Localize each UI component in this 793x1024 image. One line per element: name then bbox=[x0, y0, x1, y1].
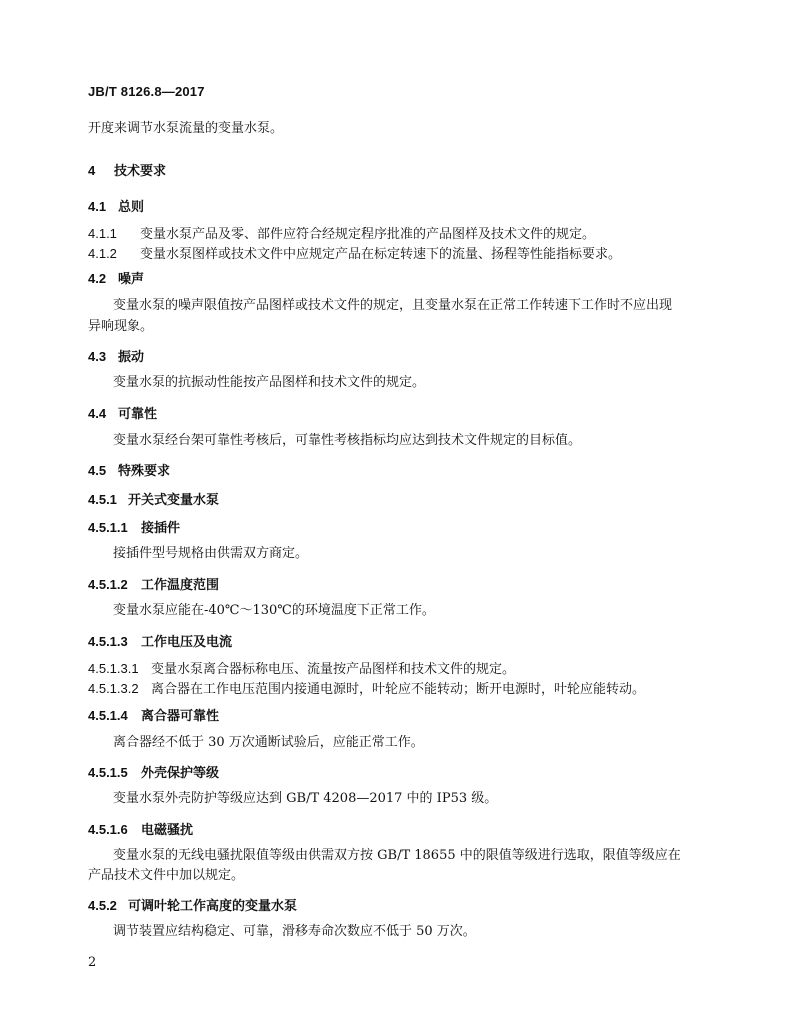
clause-4-5-1-3-1-number: 4.5.1.3.1 bbox=[88, 661, 139, 676]
clause-4-1-2 bbox=[88, 243, 621, 262]
clause-4-5-1-3-1 bbox=[88, 658, 515, 677]
clause-4-1-2-text: 变量水泵图样或技术文件中应规定产品在标定转速下的流量、扬程等性能指标要求。 bbox=[140, 247, 622, 262]
continued-text: 开度来调节水泵流量的变量水泵。 bbox=[88, 121, 284, 136]
heading-4-2-number: 4.2 bbox=[88, 271, 107, 286]
heading-4-5-1-4-title: 离合器可靠性 bbox=[141, 709, 220, 724]
section-4-5-1-6-text: 变量水泵的无线电骚扰限值等级由供需双方按 GB/T 18655 中的限值等级进行选取，限值等级应在 bbox=[113, 848, 681, 863]
section-4-3-text: 变量水泵的抗振动性能按产品图样和技术文件的规定。 bbox=[113, 375, 426, 390]
clause-4-1-1-text: 变量水泵产品及零、部件应符合经规定程序批准的产品图样及技术文件的规定。 bbox=[140, 227, 596, 242]
section-4-5-1-5-text: 变量水泵外壳防护等级应达到 GB/T 4208—2017 中的 IP53 级。 bbox=[113, 791, 498, 806]
heading-4-number: 4 bbox=[88, 163, 96, 178]
heading-4-5-1-6-title: 电磁骚扰 bbox=[141, 823, 194, 838]
heading-4-2-title: 噪声 bbox=[118, 272, 145, 287]
page-number: 2 bbox=[88, 955, 97, 970]
heading-4-5-1-2-title: 工作温度范围 bbox=[141, 578, 220, 593]
section-4-2-text-cont: 异响现象。 bbox=[88, 319, 154, 334]
heading-4-5-1-3-number: 4.5.1.3 bbox=[88, 634, 128, 649]
clause-4-5-1-3-1-text: 变量水泵离合器标称电压、流量按产品图样和技术文件的规定。 bbox=[151, 662, 516, 677]
heading-4-1-title: 总则 bbox=[118, 200, 145, 215]
heading-4-4 bbox=[88, 403, 157, 422]
heading-4-5-2-title: 可调叶轮工作高度的变量水泵 bbox=[128, 899, 298, 914]
heading-4-5-1-2-number: 4.5.1.2 bbox=[88, 577, 128, 592]
clause-4-5-1-3-2-text: 离合器在工作电压范围内接通电源时，叶轮应不能转动；断开电源时，叶轮应能转动。 bbox=[151, 682, 646, 697]
heading-4-5-1-5-number: 4.5.1.5 bbox=[88, 765, 128, 780]
clause-4-1-2-number: 4.1.2 bbox=[88, 246, 117, 261]
heading-4-5-1-1 bbox=[88, 517, 180, 536]
section-4-5-1-4-text: 离合器经不低于 30 万次通断试验后，应能正常工作。 bbox=[113, 735, 424, 750]
heading-4 bbox=[88, 160, 166, 179]
section-4-5-2-text: 调节装置应结构稳定、可靠，滑移寿命次数应不低于 50 万次。 bbox=[113, 924, 476, 939]
heading-4-5-number: 4.5 bbox=[88, 463, 107, 478]
section-4-4-text: 变量水泵经台架可靠性考核后，可靠性考核指标均应达到技术文件规定的目标值。 bbox=[113, 433, 582, 448]
heading-4-5-1-1-title: 接插件 bbox=[141, 521, 181, 536]
heading-4-5-1-title: 开关式变量水泵 bbox=[128, 493, 220, 508]
section-4-2-text: 变量水泵的噪声限值按产品图样或技术文件的规定，且变量水泵在正常工作转速下工作时不应出现 bbox=[113, 298, 673, 313]
heading-4-3-number: 4.3 bbox=[88, 349, 107, 364]
heading-4-5-1-6 bbox=[88, 819, 193, 838]
heading-4-5-1-3-title: 工作电压及电流 bbox=[141, 635, 233, 650]
heading-4-3 bbox=[88, 346, 144, 365]
clause-4-5-1-3-2-number: 4.5.1.3.2 bbox=[88, 681, 139, 696]
heading-4-3-title: 振动 bbox=[118, 350, 145, 365]
heading-4-5-1-6-number: 4.5.1.6 bbox=[88, 822, 128, 837]
heading-4-4-number: 4.4 bbox=[88, 406, 107, 421]
clause-4-5-1-3-2 bbox=[88, 678, 645, 697]
heading-4-1 bbox=[88, 196, 144, 215]
section-4-5-1-1-text: 接插件型号规格由供需双方商定。 bbox=[113, 546, 309, 561]
heading-4-5-1-3 bbox=[88, 631, 232, 650]
section-4-5-1-6-text-cont: 产品技术文件中加以规定。 bbox=[88, 868, 245, 883]
heading-4-5-title: 特殊要求 bbox=[118, 464, 171, 479]
heading-4-2 bbox=[88, 268, 144, 287]
clause-4-1-1 bbox=[88, 223, 595, 242]
section-4-5-1-2-text: 变量水泵应能在-40℃～130℃的环境温度下正常工作。 bbox=[113, 603, 435, 618]
heading-4-4-title: 可靠性 bbox=[118, 407, 158, 422]
heading-4-5-1-number: 4.5.1 bbox=[88, 492, 117, 507]
heading-4-1-number: 4.1 bbox=[88, 199, 107, 214]
heading-4-5-2-number: 4.5.2 bbox=[88, 898, 117, 913]
clause-4-1-1-number: 4.1.1 bbox=[88, 226, 117, 241]
heading-4-5 bbox=[88, 460, 170, 479]
heading-4-5-1-2 bbox=[88, 574, 219, 593]
heading-4-5-1 bbox=[88, 489, 219, 508]
heading-4-5-2 bbox=[88, 895, 297, 914]
heading-4-5-1-5 bbox=[88, 762, 219, 781]
heading-4-5-1-4 bbox=[88, 705, 219, 724]
heading-4-5-1-5-title: 外壳保护等级 bbox=[141, 766, 220, 781]
heading-4-5-1-1-number: 4.5.1.1 bbox=[88, 520, 128, 535]
standard-code: JB/T 8126.8—2017 bbox=[88, 84, 205, 99]
heading-4-title: 技术要求 bbox=[114, 164, 167, 179]
heading-4-5-1-4-number: 4.5.1.4 bbox=[88, 708, 128, 723]
